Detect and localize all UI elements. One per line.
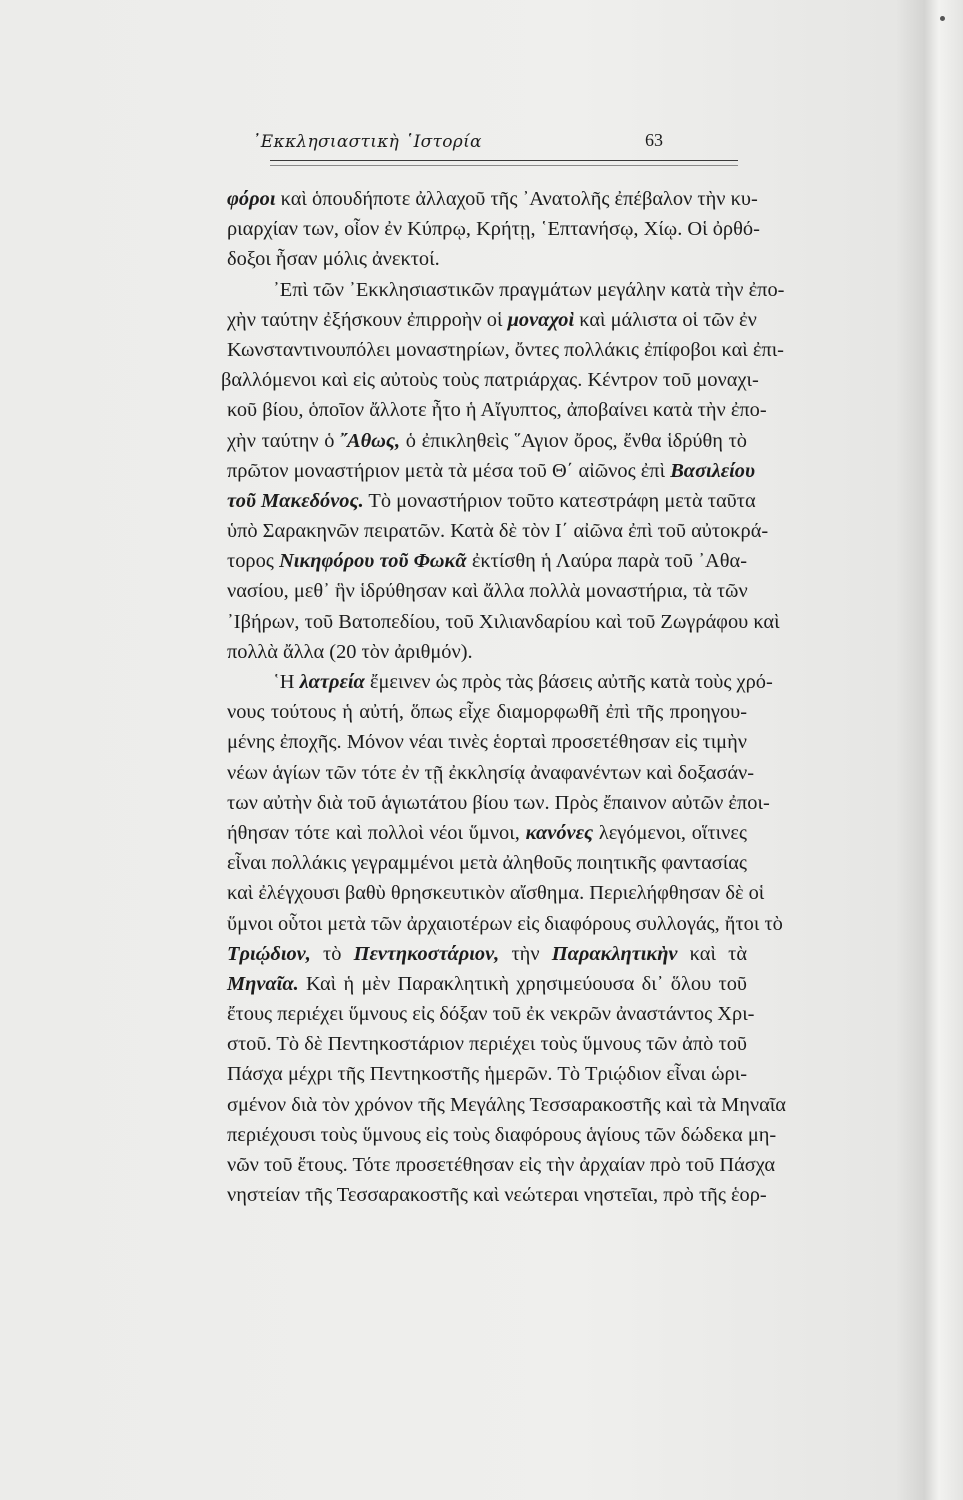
running-head xyxy=(200,128,680,158)
ink-speck xyxy=(940,16,945,21)
header-rule-thin xyxy=(270,165,738,166)
text-line: ᾿Επὶ τῶν ᾿Εκκλησιαστικῶν πραγμάτων μεγάλην κατὰ τὴν ἐπο- xyxy=(273,278,785,301)
text-line: δοξοι ἦσαν μόλις ἀνεκτοί. xyxy=(227,248,440,271)
text-line: χὴν ταύτην ὁ ῎Αθως, ὁ ἐπικληθεὶς ῞Αγιον ὄρος, ἔνθα ἱδρύθη τὸ xyxy=(227,429,747,452)
text-line: καὶ ἐλέγχουσι βαθὺ θρησκευτικὸν αἴσθημα. Περιελήφθησαν δὲ οἱ xyxy=(227,882,765,905)
text-line: κοῦ βίου, ὁποῖον ἄλλοτε ἦτο ἡ Αἴγυπτος, ἀποβαίνει κατὰ τὴν ἐπο- xyxy=(227,399,767,422)
text-line: στοῦ. Τὸ δὲ Πεντηκοστάριον περιέχει τοὺς ὕμνους τῶν ἀπὸ τοῦ xyxy=(227,1033,747,1056)
text-line: περιέχουσι τοὺς ὕμνους εἰς τοὺς διαφόρους ἁγίους τῶν δώδεκα μη- xyxy=(227,1123,777,1146)
page-number: 63 xyxy=(645,130,663,150)
text-line: πρῶτον μοναστήριον μετὰ τὰ μέσα τοῦ Θ΄ αἰῶνος ἐπὶ Βασιλείου xyxy=(227,459,755,482)
text-line: ᾿Ιβήρων, τοῦ Βατοπεδίου, τοῦ Χιλιανδαρίου καὶ τοῦ Ζωγράφου καὶ xyxy=(227,610,780,633)
text-line: εἶναι πολλάκις γεγραμμένοι μετὰ ἀληθοῦς ποιητικῆς φαντασίας xyxy=(227,852,747,875)
text-line: χὴν ταύτην ἐξήσκουν ἐπιρροὴν οἱ μοναχοὶ καὶ μάλιστα οἱ τῶν ἐν xyxy=(227,308,757,331)
text-line: Τριῴδιον, τὸ Πεντηκοστάριον, τὴν Παρακλητικὴν καὶ τὰ xyxy=(227,942,748,965)
text-line: πολλὰ ἄλλα (20 τὸν ἀριθμόν). xyxy=(227,640,473,663)
text-line: νῶν τοῦ ἔτους. Τότε προσετέθησαν εἰς τὴν ἀρχαίαν πρὸ τοῦ Πάσχα xyxy=(227,1154,776,1176)
text-line: φόροι καὶ ὁπουδήποτε ἀλλαχοῦ τῆς ᾿Ανατολῆς ἐπέβαλον τὴν κυ- xyxy=(227,188,758,210)
text-line: ῾Η λατρεία ἔμεινεν ὡς πρὸς τὰς βάσεις αὐτῆς κατὰ τοὺς χρό- xyxy=(273,671,773,693)
text-line: νηστείαν τῆς Τεσσαρακοστῆς καὶ νεώτεραι νηστεῖαι, πρὸ τῆς ἑορ- xyxy=(227,1184,767,1207)
running-title: ᾿Εκκλησιαστικὴ ῾Ιστορία xyxy=(252,132,482,152)
text-line: ὑπὸ Σαρακηνῶν πειρατῶν. Κατὰ δὲ τὸν Ι΄ αἰῶνα ἐπὶ τοῦ αὐτοκρά- xyxy=(227,520,769,543)
header-rule xyxy=(270,160,738,161)
text-line: νους τούτους ἡ αὐτή, ὅπως εἶχε διαμορφωθῆ ἐπὶ τῆς προηγου- xyxy=(227,701,747,724)
body-text xyxy=(221,184,786,1210)
text-line: βαλλόμενοι καὶ εἰς αὐτοὺς τοὺς πατριάρχας. Κέντρον τοῦ μοναχι- xyxy=(221,369,759,392)
text-line: νέων ἁγίων τῶν τότε ἐν τῇ ἐκκλησίᾳ ἀναφανέντων καὶ δοξασάν- xyxy=(227,761,755,784)
text-line: Πάσχα μέχρι τῆς Πεντηκοστῆς ἡμερῶν. Τὸ Τριῴδιον εἶναι ὡρι- xyxy=(227,1063,747,1086)
text-line: νασίου, μεθ᾿ ἣν ἱδρύθησαν καὶ ἄλλα πολλὰ μοναστήρια, τὰ τῶν xyxy=(227,580,748,603)
text-line: τοῦ Μακεδόνος. Τὸ μοναστήριον τοῦτο κατεστράφη μετὰ ταῦτα xyxy=(227,489,756,512)
text-line: των αὐτὴν διὰ τοῦ ἁγιωτάτου βίου των. Πρὸς ἔπαινον αὐτῶν ἐποι- xyxy=(227,791,770,814)
text-line: τορος Νικηφόρου τοῦ Φωκᾶ ἐκτίσθη ἡ Λαύρα παρὰ τοῦ ᾿Αθα- xyxy=(227,550,747,573)
text-line: ήθησαν τότε καὶ πολλοὶ νέοι ὕμνοι, κανόνες λεγόμενοι, οἵτινες xyxy=(227,821,747,844)
text-line: σμένον διὰ τὸν χρόνον τῆς Μεγάλης Τεσσαρακοστῆς καὶ τὰ Μηναῖα xyxy=(227,1093,786,1116)
text-line: ριαρχίαν των, οἷον ἐν Κύπρῳ, Κρήτῃ, ῾Επτανήσῳ, Χίῳ. Οἱ ὀρθό- xyxy=(227,218,760,241)
text-line: Μηναῖα. Καὶ ἡ μὲν Παρακλητικὴ χρησιμεύουσα δι᾿ ὅλου τοῦ xyxy=(227,972,747,995)
text-line: ὕμνοι οὗτοι μετὰ τῶν ἀρχαιοτέρων εἰς διαφόρους συλλογάς, ἤτοι τὸ xyxy=(227,912,783,935)
text-line: μένης ἐποχῆς. Μόνον νέαι τινὲς ἑορταὶ προσετέθησαν εἰς τιμὴν xyxy=(227,731,747,754)
text-line: ἔτους περιέχει ὕμνους εἰς δόξαν τοῦ ἐκ νεκρῶν ἀναστάντος Χρι- xyxy=(227,1003,755,1026)
text-line: Κωνσταντινουπόλει μοναστηρίων, ὄντες πολλάκις ἐπίφοβοι καὶ ἐπι- xyxy=(227,338,784,361)
